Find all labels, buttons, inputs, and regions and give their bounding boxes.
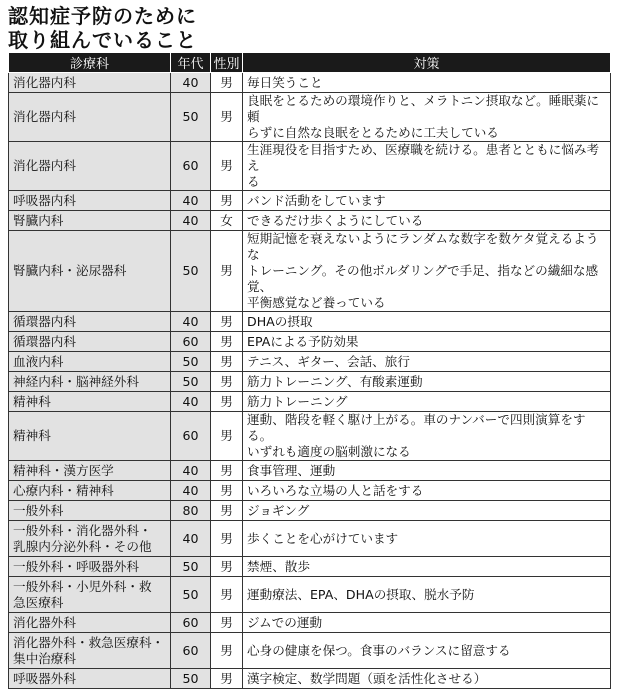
cell-action (243, 73, 611, 93)
cell-sex: 男 (211, 312, 243, 332)
cell-age: 60 (171, 332, 211, 352)
table-row (9, 372, 611, 392)
cell-action-line: 平衡感覚など養っている (247, 295, 386, 310)
cell-age: 50 (171, 372, 211, 392)
cell-dept (9, 669, 171, 689)
table-row (9, 142, 611, 191)
cell-dept (9, 577, 171, 613)
table-row (9, 412, 611, 461)
cell-action (243, 557, 611, 577)
cell-dept-line: 消化器外科 (13, 614, 76, 630)
cell-action-line: 食事管理、運動 (247, 462, 336, 478)
cell-sex: 男 (211, 352, 243, 372)
cell-age: 60 (171, 633, 211, 669)
cell-action-line: 毎日笑うこと (247, 74, 323, 90)
cell-dept-line: 呼吸器内科 (13, 192, 76, 208)
cell-dept-line: 精神科 (13, 428, 51, 443)
cell-action-line: 心身の健康を保つ。食事のバランスに留意する (247, 642, 511, 658)
cell-action-line: できるだけ歩くようにしている (247, 212, 424, 228)
cell-action-line: 良眠をとるための環境作りと、メラトニン摂取など。睡眠薬に頼 (247, 93, 600, 124)
cell-age: 50 (171, 93, 211, 142)
cell-age: 80 (171, 501, 211, 521)
title-line-2: 取り組んでいること (8, 28, 197, 52)
cell-age: 60 (171, 412, 211, 461)
cell-action-line: 筋力トレーニング、有酸素運動 (247, 373, 423, 389)
cell-action-line: 漢字検定、数学問題（頭を活性化させる） (247, 670, 487, 686)
cell-sex: 男 (211, 231, 243, 312)
cell-dept-line: 呼吸器外科 (13, 670, 76, 686)
cell-age: 40 (171, 211, 211, 231)
table-row (9, 461, 611, 481)
cell-action-line: トレーニング。その他ボルダリングで手足、指などの繊細な感覚、 (247, 263, 599, 294)
cell-dept (9, 191, 171, 211)
cell-dept-line: 急医療科 (13, 594, 64, 610)
cell-dept-line: 消化器内科 (13, 158, 76, 173)
cell-age: 40 (171, 312, 211, 332)
cell-age: 60 (171, 613, 211, 633)
cell-action-line: テニス、ギター、会話、旅行 (247, 353, 410, 369)
table-row (9, 73, 611, 93)
cell-dept-line: 一般外科・呼吸器外科 (13, 558, 139, 574)
cell-dept-line: 消化器外科・救急医療科・ (13, 634, 165, 650)
cell-sex: 男 (211, 577, 243, 613)
cell-action (243, 372, 611, 392)
cell-dept-line: 消化器内科 (13, 74, 76, 90)
cell-sex: 男 (211, 392, 243, 412)
cell-dept-line: 循環器内科 (13, 313, 76, 329)
cell-dept (9, 461, 171, 481)
table-row (9, 501, 611, 521)
cell-dept-line: 精神科 (13, 393, 51, 409)
header-age: 年代 (171, 53, 211, 73)
cell-age: 40 (171, 461, 211, 481)
cell-dept (9, 352, 171, 372)
cell-sex: 男 (211, 142, 243, 191)
table-row (9, 312, 611, 332)
cell-action (243, 352, 611, 372)
cell-dept (9, 231, 171, 312)
cell-dept (9, 521, 171, 557)
cell-sex: 男 (211, 481, 243, 501)
cell-action-line: ジョギング (247, 502, 310, 518)
table-row (9, 633, 611, 669)
cell-action-line: 運動療法、EPA、DHAの摂取、脱水予防 (247, 586, 475, 602)
cell-action (243, 191, 611, 211)
cell-action (243, 521, 611, 557)
table-row (9, 669, 611, 689)
cell-action-line: らずに自然な良眠をとるために工夫している (247, 125, 499, 140)
cell-action (243, 211, 611, 231)
cell-sex: 男 (211, 412, 243, 461)
cell-dept-line: 一般外科・消化器外科・ (13, 522, 152, 538)
cell-age: 50 (171, 577, 211, 613)
cell-age: 60 (171, 142, 211, 191)
cell-sex: 男 (211, 93, 243, 142)
table-row (9, 577, 611, 613)
cell-action (243, 481, 611, 501)
cell-sex: 男 (211, 501, 243, 521)
cell-action (243, 577, 611, 613)
header-dept: 診療科 (9, 53, 171, 73)
cell-action-line: る (247, 174, 260, 189)
cell-action (243, 669, 611, 689)
cell-dept (9, 557, 171, 577)
table-row (9, 211, 611, 231)
cell-age: 40 (171, 481, 211, 501)
cell-sex: 女 (211, 211, 243, 231)
cell-age: 50 (171, 352, 211, 372)
cell-action-line: いずれも適度の脳刺激になる (247, 444, 411, 459)
cell-dept (9, 332, 171, 352)
cell-action-line: 筋力トレーニング (247, 393, 348, 409)
cell-dept-line: 腎臓内科 (13, 212, 64, 228)
cell-dept (9, 312, 171, 332)
cell-dept-line: 循環器内科 (13, 333, 76, 349)
cell-dept (9, 481, 171, 501)
page-title (8, 4, 197, 52)
cell-age: 40 (171, 521, 211, 557)
cell-action-line: EPAによる予防効果 (247, 333, 359, 349)
cell-action (243, 633, 611, 669)
title-line-1: 認知症予防のために (8, 4, 197, 28)
cell-sex: 男 (211, 191, 243, 211)
cell-dept-line: 心療内科・精神科 (13, 482, 114, 498)
measures-table (8, 52, 611, 689)
cell-action-line: 歩くことを心がけています (247, 530, 399, 546)
cell-dept (9, 93, 171, 142)
cell-sex: 男 (211, 613, 243, 633)
table-row (9, 557, 611, 577)
table-row (9, 332, 611, 352)
cell-dept (9, 633, 171, 669)
cell-action-line: いろいろな立場の人と話をする (247, 482, 424, 498)
cell-action (243, 501, 611, 521)
cell-action-line: 禁煙、散歩 (247, 558, 310, 574)
header-sex: 性別 (211, 53, 243, 73)
table-row (9, 352, 611, 372)
cell-dept (9, 372, 171, 392)
cell-action (243, 613, 611, 633)
table-row (9, 231, 611, 312)
cell-action-line: 短期記憶を衰えないようにランダムな数字を数ケタ覚えるような (247, 231, 599, 262)
cell-dept (9, 501, 171, 521)
cell-action (243, 461, 611, 481)
table-row (9, 613, 611, 633)
table-row (9, 93, 611, 142)
cell-dept-line: 一般外科・小児外科・救 (13, 578, 152, 594)
cell-sex: 男 (211, 633, 243, 669)
cell-age: 50 (171, 557, 211, 577)
header-action: 対策 (243, 53, 611, 73)
table-body (9, 73, 611, 689)
cell-dept (9, 211, 171, 231)
cell-dept-line: 集中治療科 (13, 650, 76, 666)
cell-dept (9, 73, 171, 93)
table-row (9, 481, 611, 501)
cell-dept (9, 142, 171, 191)
cell-action (243, 412, 611, 461)
cell-action (243, 142, 611, 191)
table-row (9, 191, 611, 211)
table-row (9, 392, 611, 412)
cell-action (243, 231, 611, 312)
cell-age: 40 (171, 73, 211, 93)
cell-action-line: 運動、階段を軽く駆け上がる。車のナンバーで四則演算をする。 (247, 412, 586, 443)
cell-dept (9, 392, 171, 412)
cell-age: 50 (171, 231, 211, 312)
cell-action (243, 392, 611, 412)
cell-sex: 男 (211, 521, 243, 557)
cell-dept-line: 神経内科・脳神経外科 (13, 373, 139, 389)
cell-action (243, 93, 611, 142)
cell-age: 50 (171, 669, 211, 689)
cell-dept (9, 613, 171, 633)
cell-dept-line: 乳腺内分泌外科・その他 (13, 538, 152, 554)
cell-action (243, 312, 611, 332)
cell-action-line: バンド活動をしています (247, 192, 386, 208)
cell-action-line: ジムでの運動 (247, 614, 323, 630)
cell-dept-line: 血液内科 (13, 353, 64, 369)
cell-action-line: 生涯現役を目指すため、医療職を続ける。患者とともに悩み考え (247, 142, 600, 173)
table-row (9, 521, 611, 557)
cell-age: 40 (171, 191, 211, 211)
cell-sex: 男 (211, 73, 243, 93)
cell-sex: 男 (211, 372, 243, 392)
cell-sex: 男 (211, 461, 243, 481)
cell-sex: 男 (211, 669, 243, 689)
cell-dept-line: 消化器内科 (13, 109, 76, 124)
cell-dept (9, 412, 171, 461)
cell-sex: 男 (211, 332, 243, 352)
cell-action-line: DHAの摂取 (247, 313, 313, 329)
cell-sex: 男 (211, 557, 243, 577)
cell-dept-line: 精神科・漢方医学 (13, 462, 114, 478)
cell-dept-line: 一般外科 (13, 502, 64, 518)
cell-age: 40 (171, 392, 211, 412)
cell-dept-line: 腎臓内科・泌尿器科 (13, 263, 127, 278)
table-header-row (9, 53, 611, 73)
cell-action (243, 332, 611, 352)
